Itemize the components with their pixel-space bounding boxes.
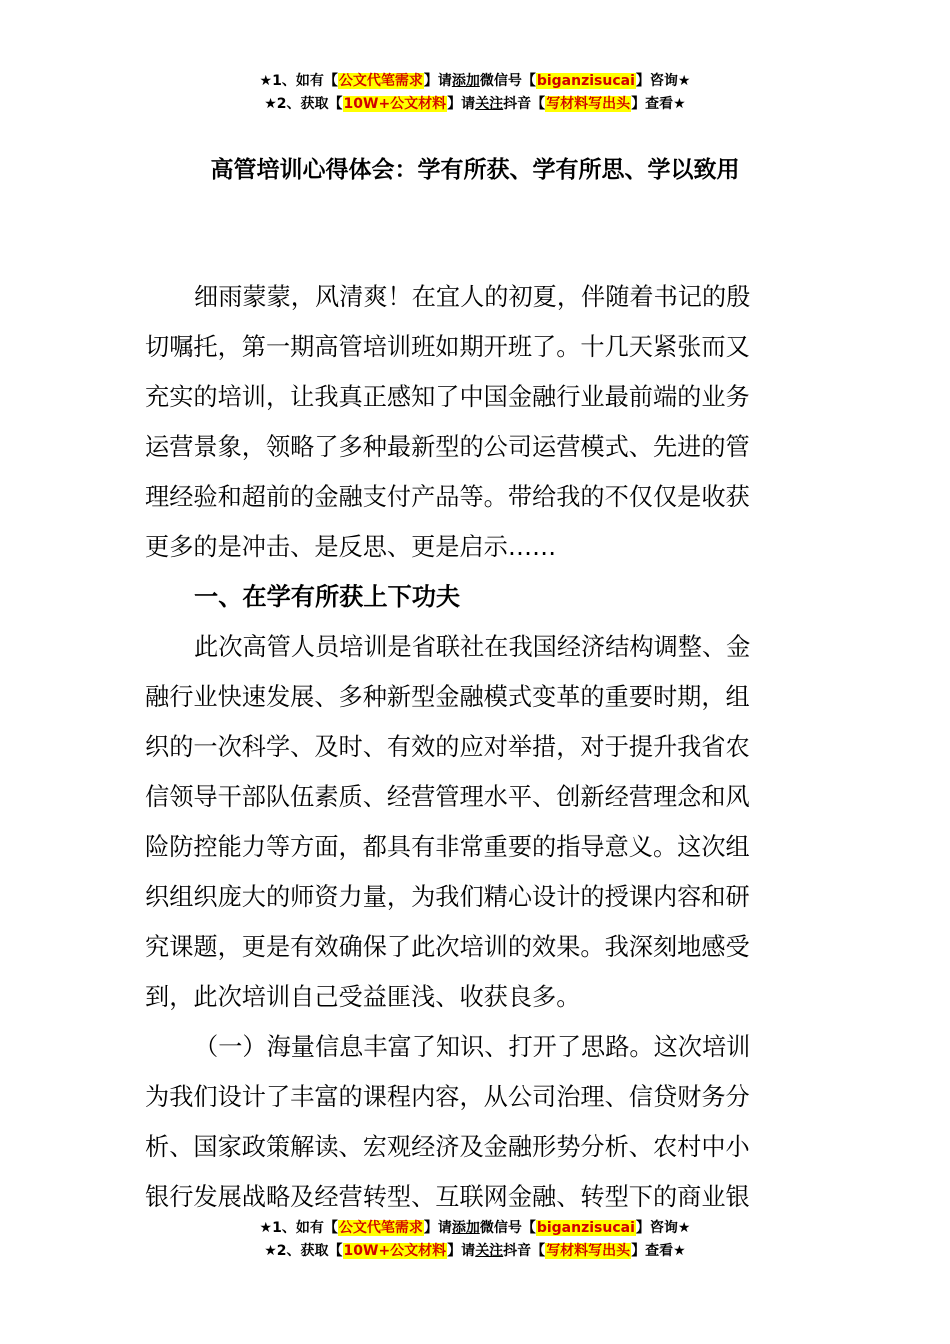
promo-text: ★1、如有【 — [259, 73, 338, 89]
promo-text: 】请 — [423, 1220, 452, 1236]
paragraph-line: 充实的培训，让我真正感知了中国金融行业最前端的业务 — [145, 383, 750, 411]
paragraph-line: 更多的是冲击、是反思、更是启示…… — [145, 533, 557, 561]
paragraph-line: 此次高管人员培训是省联社在我国经济结构调整、金 — [194, 633, 751, 661]
promo-highlight-douyin: 写材料写出头 — [546, 96, 631, 112]
promo-banner-bottom — [0, 1217, 950, 1263]
paragraph-line: 织组织庞大的师资力量，为我们精心设计的授课内容和研 — [145, 883, 750, 911]
paragraph-line: 融行业快速发展、多种新型金融模式变革的重要时期，组 — [145, 683, 750, 711]
promo-text: ★2、获取【 — [264, 96, 343, 112]
promo-text: 】请 — [447, 1243, 476, 1259]
promo-text: 】查看★ — [631, 96, 686, 112]
promo-text: 抖音【 — [503, 96, 546, 112]
promo-underline: 关注 — [475, 1243, 504, 1259]
promo-text: ★2、获取【 — [264, 1243, 343, 1259]
promo-text: 微信号【 — [479, 73, 536, 89]
promo-text: 】咨询★ — [635, 73, 691, 89]
promo-text: 】咨询★ — [635, 1220, 691, 1236]
promo-highlight-wechat-id: biganzisucai — [536, 1220, 635, 1236]
promo-highlight: 公文代笔需求 — [338, 1220, 423, 1236]
paragraph-line: 理经验和超前的金融支付产品等。带给我的不仅仅是收获 — [145, 483, 750, 511]
promo-line-1 — [0, 70, 950, 93]
promo-line-1 — [0, 1217, 950, 1240]
paragraph-line: 到，此次培训自己受益匪浅、收获良多。 — [145, 983, 581, 1011]
promo-line-2 — [0, 93, 950, 116]
promo-text: 】请 — [423, 73, 452, 89]
promo-highlight: 公文代笔需求 — [338, 73, 423, 89]
promo-text: 】查看★ — [631, 1243, 686, 1259]
promo-line-2 — [0, 1240, 950, 1263]
paragraph-line: 信领导干部队伍素质、经营管理水平、创新经营理念和风 — [145, 783, 750, 811]
promo-underline: 关注 — [475, 96, 504, 112]
paragraph-line: 运营景象，领略了多种最新型的公司运营模式、先进的管 — [145, 433, 750, 461]
promo-text: 微信号【 — [479, 1220, 536, 1236]
document-body — [145, 272, 807, 1222]
paragraph-line: 细雨蒙蒙，风清爽！在宜人的初夏，伴随着书记的殷 — [194, 283, 751, 311]
promo-highlight: 10W+公文材料 — [343, 96, 447, 112]
paragraph-line: 银行发展战略及经营转型、互联网金融、转型下的商业银 — [145, 1183, 750, 1211]
promo-highlight-wechat-id: biganzisucai — [536, 73, 635, 89]
paragraph-line: （一）海量信息丰富了知识、打开了思路。这次培训 — [194, 1033, 751, 1061]
promo-text: ★1、如有【 — [259, 1220, 338, 1236]
promo-text: 】请 — [447, 96, 476, 112]
promo-highlight: 10W+公文材料 — [343, 1243, 447, 1259]
section-heading: 一、在学有所获上下功夫 — [194, 583, 461, 611]
promo-text: 抖音【 — [503, 1243, 546, 1259]
paragraph-line: 织的一次科学、及时、有效的应对举措，对于提升我省农 — [145, 733, 750, 761]
paragraph-line: 为我们设计了丰富的课程内容，从公司治理、信贷财务分 — [145, 1083, 750, 1111]
promo-underline: 添加 — [451, 1220, 480, 1236]
document-title: 高管培训心得体会：学有所获、学有所思、学以致用 — [210, 157, 740, 183]
promo-banner-top — [0, 70, 950, 116]
paragraph-line: 究课题，更是有效确保了此次培训的效果。我深刻地感受 — [145, 933, 750, 961]
promo-underline: 添加 — [451, 73, 480, 89]
paragraph-line: 析、国家政策解读、宏观经济及金融形势分析、农村中小 — [145, 1133, 750, 1161]
paragraph-line: 切嘱托，第一期高管培训班如期开班了。十几天紧张而又 — [145, 333, 750, 361]
promo-highlight-douyin: 写材料写出头 — [546, 1243, 631, 1259]
paragraph-line: 险防控能力等方面，都具有非常重要的指导意义。这次组 — [145, 833, 750, 861]
